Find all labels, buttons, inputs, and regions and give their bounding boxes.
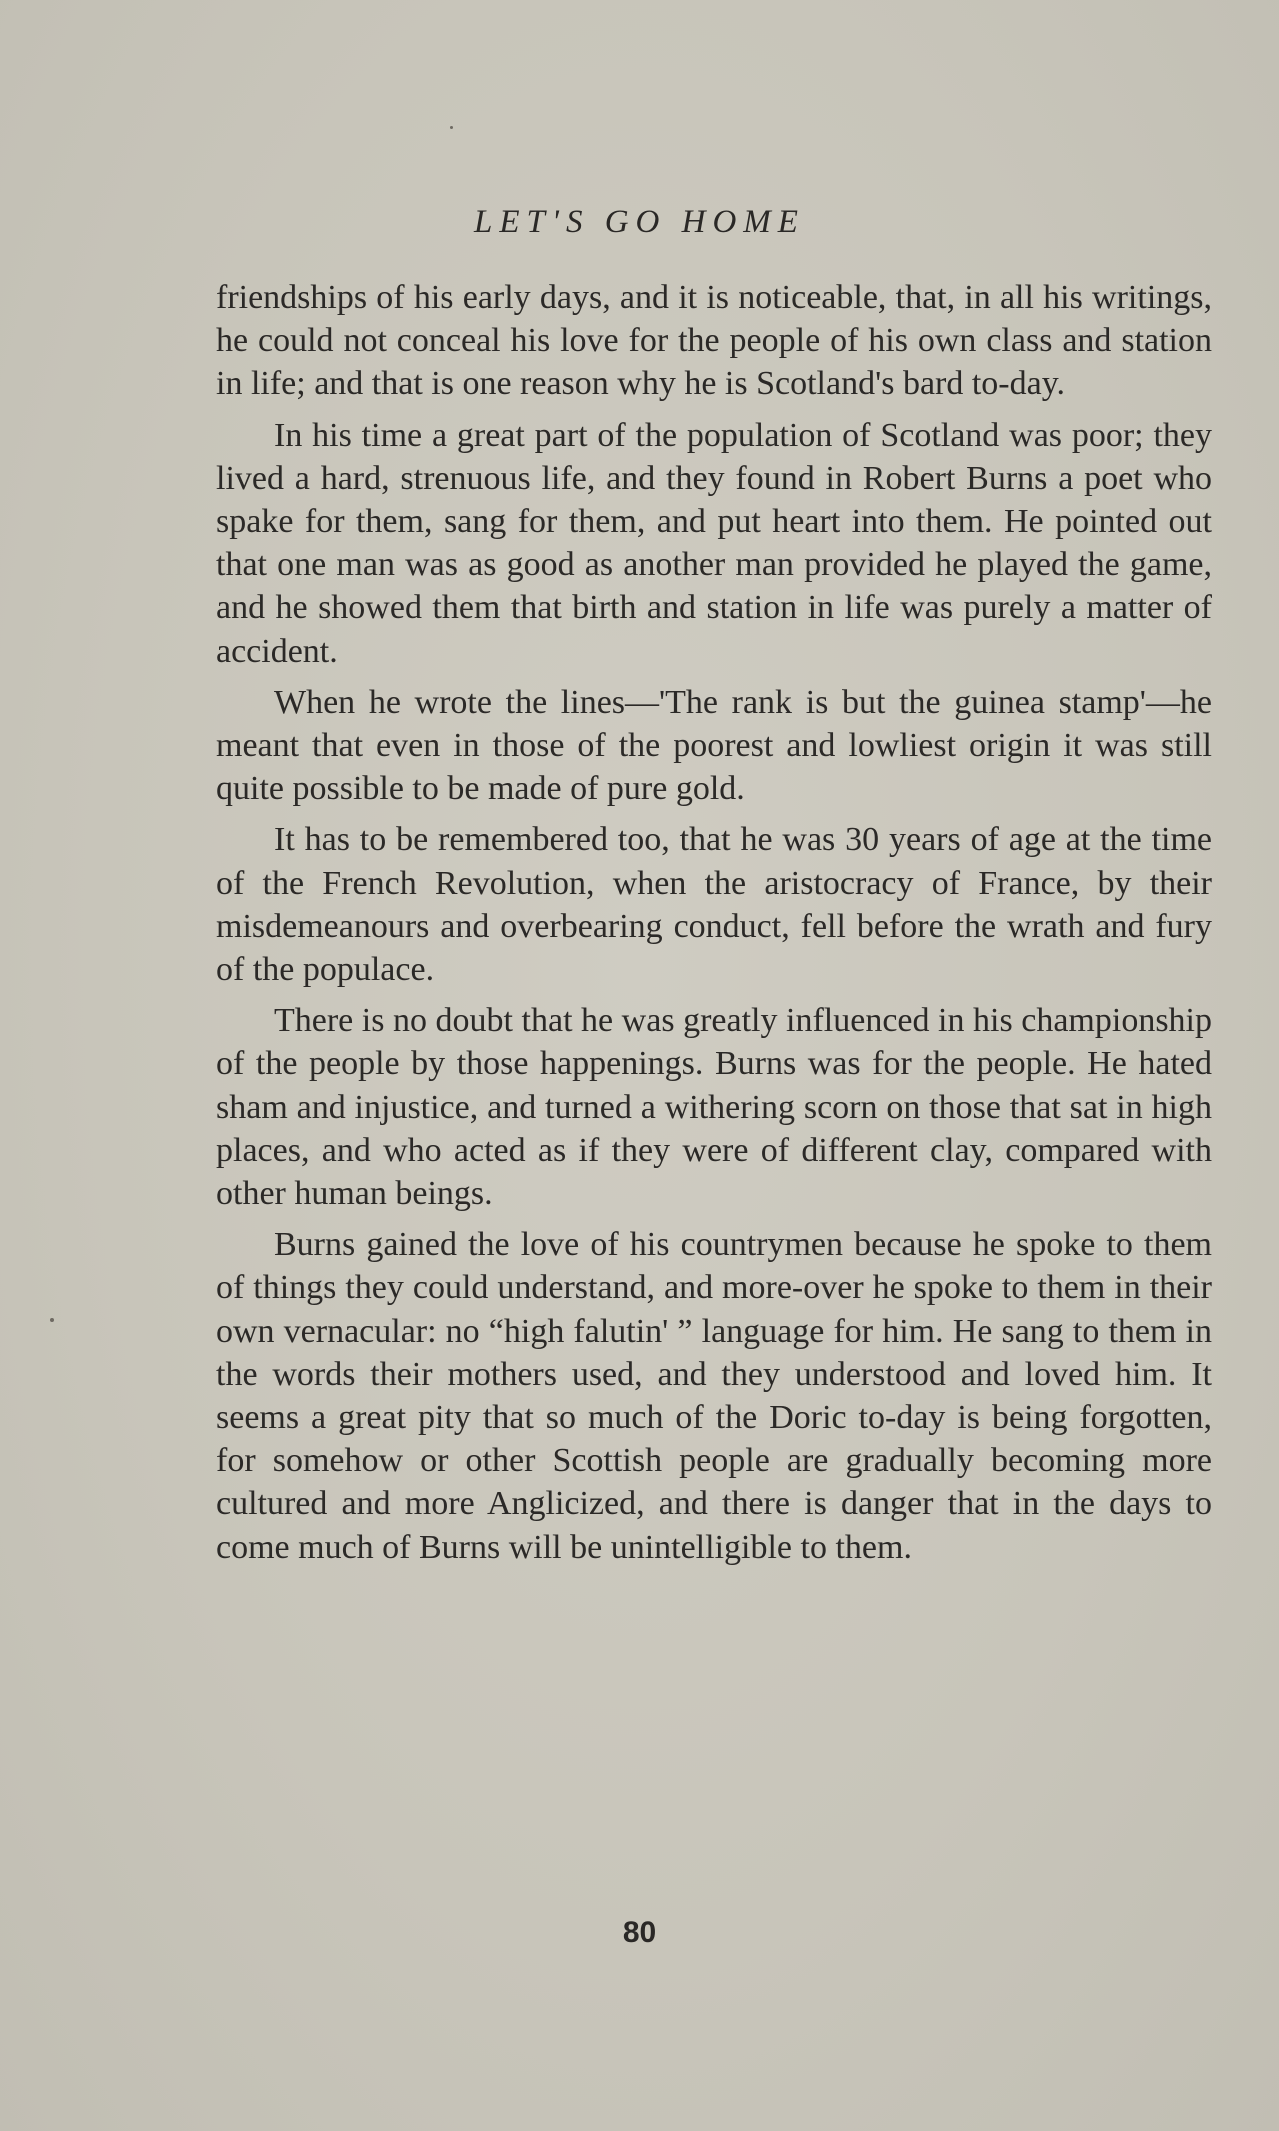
paragraph-6: Burns gained the love of his countrymen because he spoke to them of things they could understand, and more-over he spoke to them in their own vernacular: no “high falutin' ” language for him. He sang to them in the words their mothers used, and they understood and loved him. It seems a great pity that so much of the Doric to-day is being forgotten, for somehow or other Scottish people are gradually becoming more cultured and more Anglicized, and there is danger that in the days to come much of Burns will be unintelligible to them. [216,1226,1212,1566]
paper-speck [50,1318,54,1322]
paragraph-2: In his time a great part of the population of Scotland was poor; they lived a hard, strenuous life, and they found in Robert Burns a poet who spake for them, sang for them, and put heart into them. He pointed out that one man was as good as another man provided he played the game, and he showed them that birth and station in life was purely a matter of accident. [216,416,1212,670]
body-text [216,276,1212,1577]
page-number: 80 [622,1916,657,1949]
paragraph-5: There is no doubt that he was greatly influenced in his championship of the people by those happenings. Burns was for the people. He hated sham and injustice, and turned a withering scorn on those that sat in high places, and who acted as if they were of different clay, compared with other human beings. [216,1002,1212,1213]
paper-speck [450,126,453,129]
paragraph-4: It has to be remembered too, that he was 30 years of age at the time of the French Revolution, when the aristocracy of France, by their misdemeanours and overbearing conduct, fell before the wrath and fury of the populace. [216,821,1212,989]
running-head: LET'S GO HOME [474,204,805,240]
paragraph-3: When he wrote the lines—'The rank is but the guinea stamp'—he meant that even in those of the poorest and lowliest origin it was still quite possible to be made of pure gold. [216,683,1212,808]
paragraph-1: friendships of his early days, and it is noticeable, that, in all his writings, he could not conceal his love for the people of his own class and station in life; and that is one reason why he is Scotland's bard to-day. [216,279,1212,403]
